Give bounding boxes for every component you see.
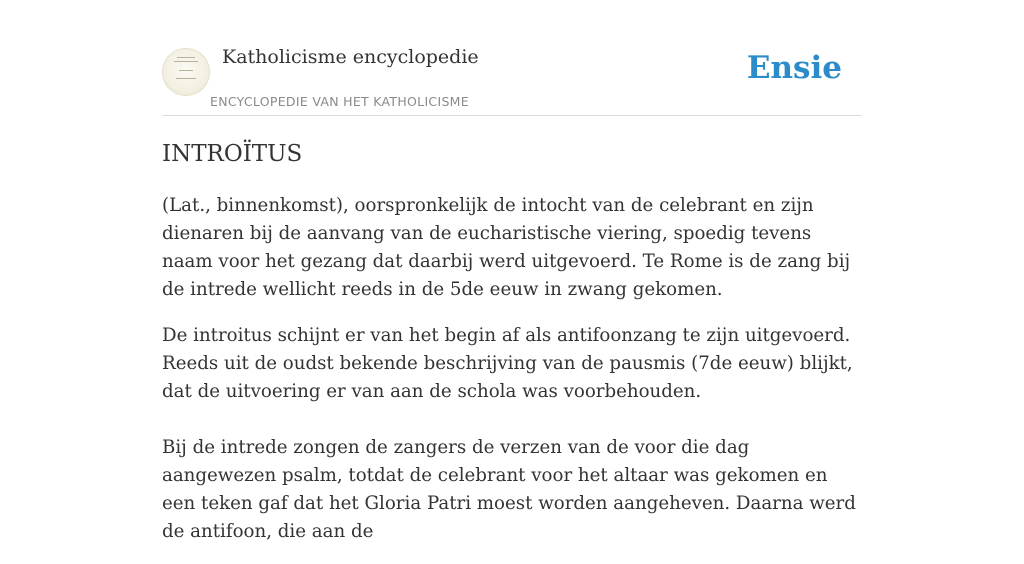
article-paragraph: (Lat., binnenkomst), oorspronkelijk de intocht van de celebrant en zijn dienaren bij de aanvang van de eucharistische viering, spoedig tevens naam voor het gezang dat daarbij werd uitgevoerd. Te Rome is de zang bij de intrede wellicht reeds in de 5de eeuw in zwang gekomen.	[162, 195, 851, 300]
site-title[interactable]: Katholicisme encyclopedie	[222, 46, 479, 68]
site-subtitle: ENCYCLOPEDIE VAN HET KATHOLICISME	[210, 94, 469, 109]
article-title: INTROÏTUS	[162, 141, 303, 167]
article-content	[162, 138, 862, 564]
cover-decoration	[174, 61, 198, 62]
article-paragraph: Bij de intrede zongen de zangers de verzen van de voor die dag aangewezen psalm, totdat de celebrant voor het altaar was gekomen en een teken gaf dat het Gloria Patri moest worden aangeheven. Daarna werd de antifoon, die aan de	[162, 437, 856, 542]
ensie-logo-link[interactable]: Ensie	[746, 50, 842, 86]
site-header	[162, 40, 862, 116]
cover-decoration	[177, 57, 195, 58]
cover-decoration	[176, 78, 196, 79]
cover-decoration	[179, 70, 193, 71]
encyclopedia-cover-thumbnail[interactable]	[162, 48, 210, 96]
article-paragraph: De introitus schijnt er van het begin af als antifoonzang te zijn uitgevoerd. Reeds uit de oudst bekende beschrijving van de pausmis (7de eeuw) blijkt, dat de uitvoering er van aan de schola was voorbehouden.	[162, 325, 853, 402]
